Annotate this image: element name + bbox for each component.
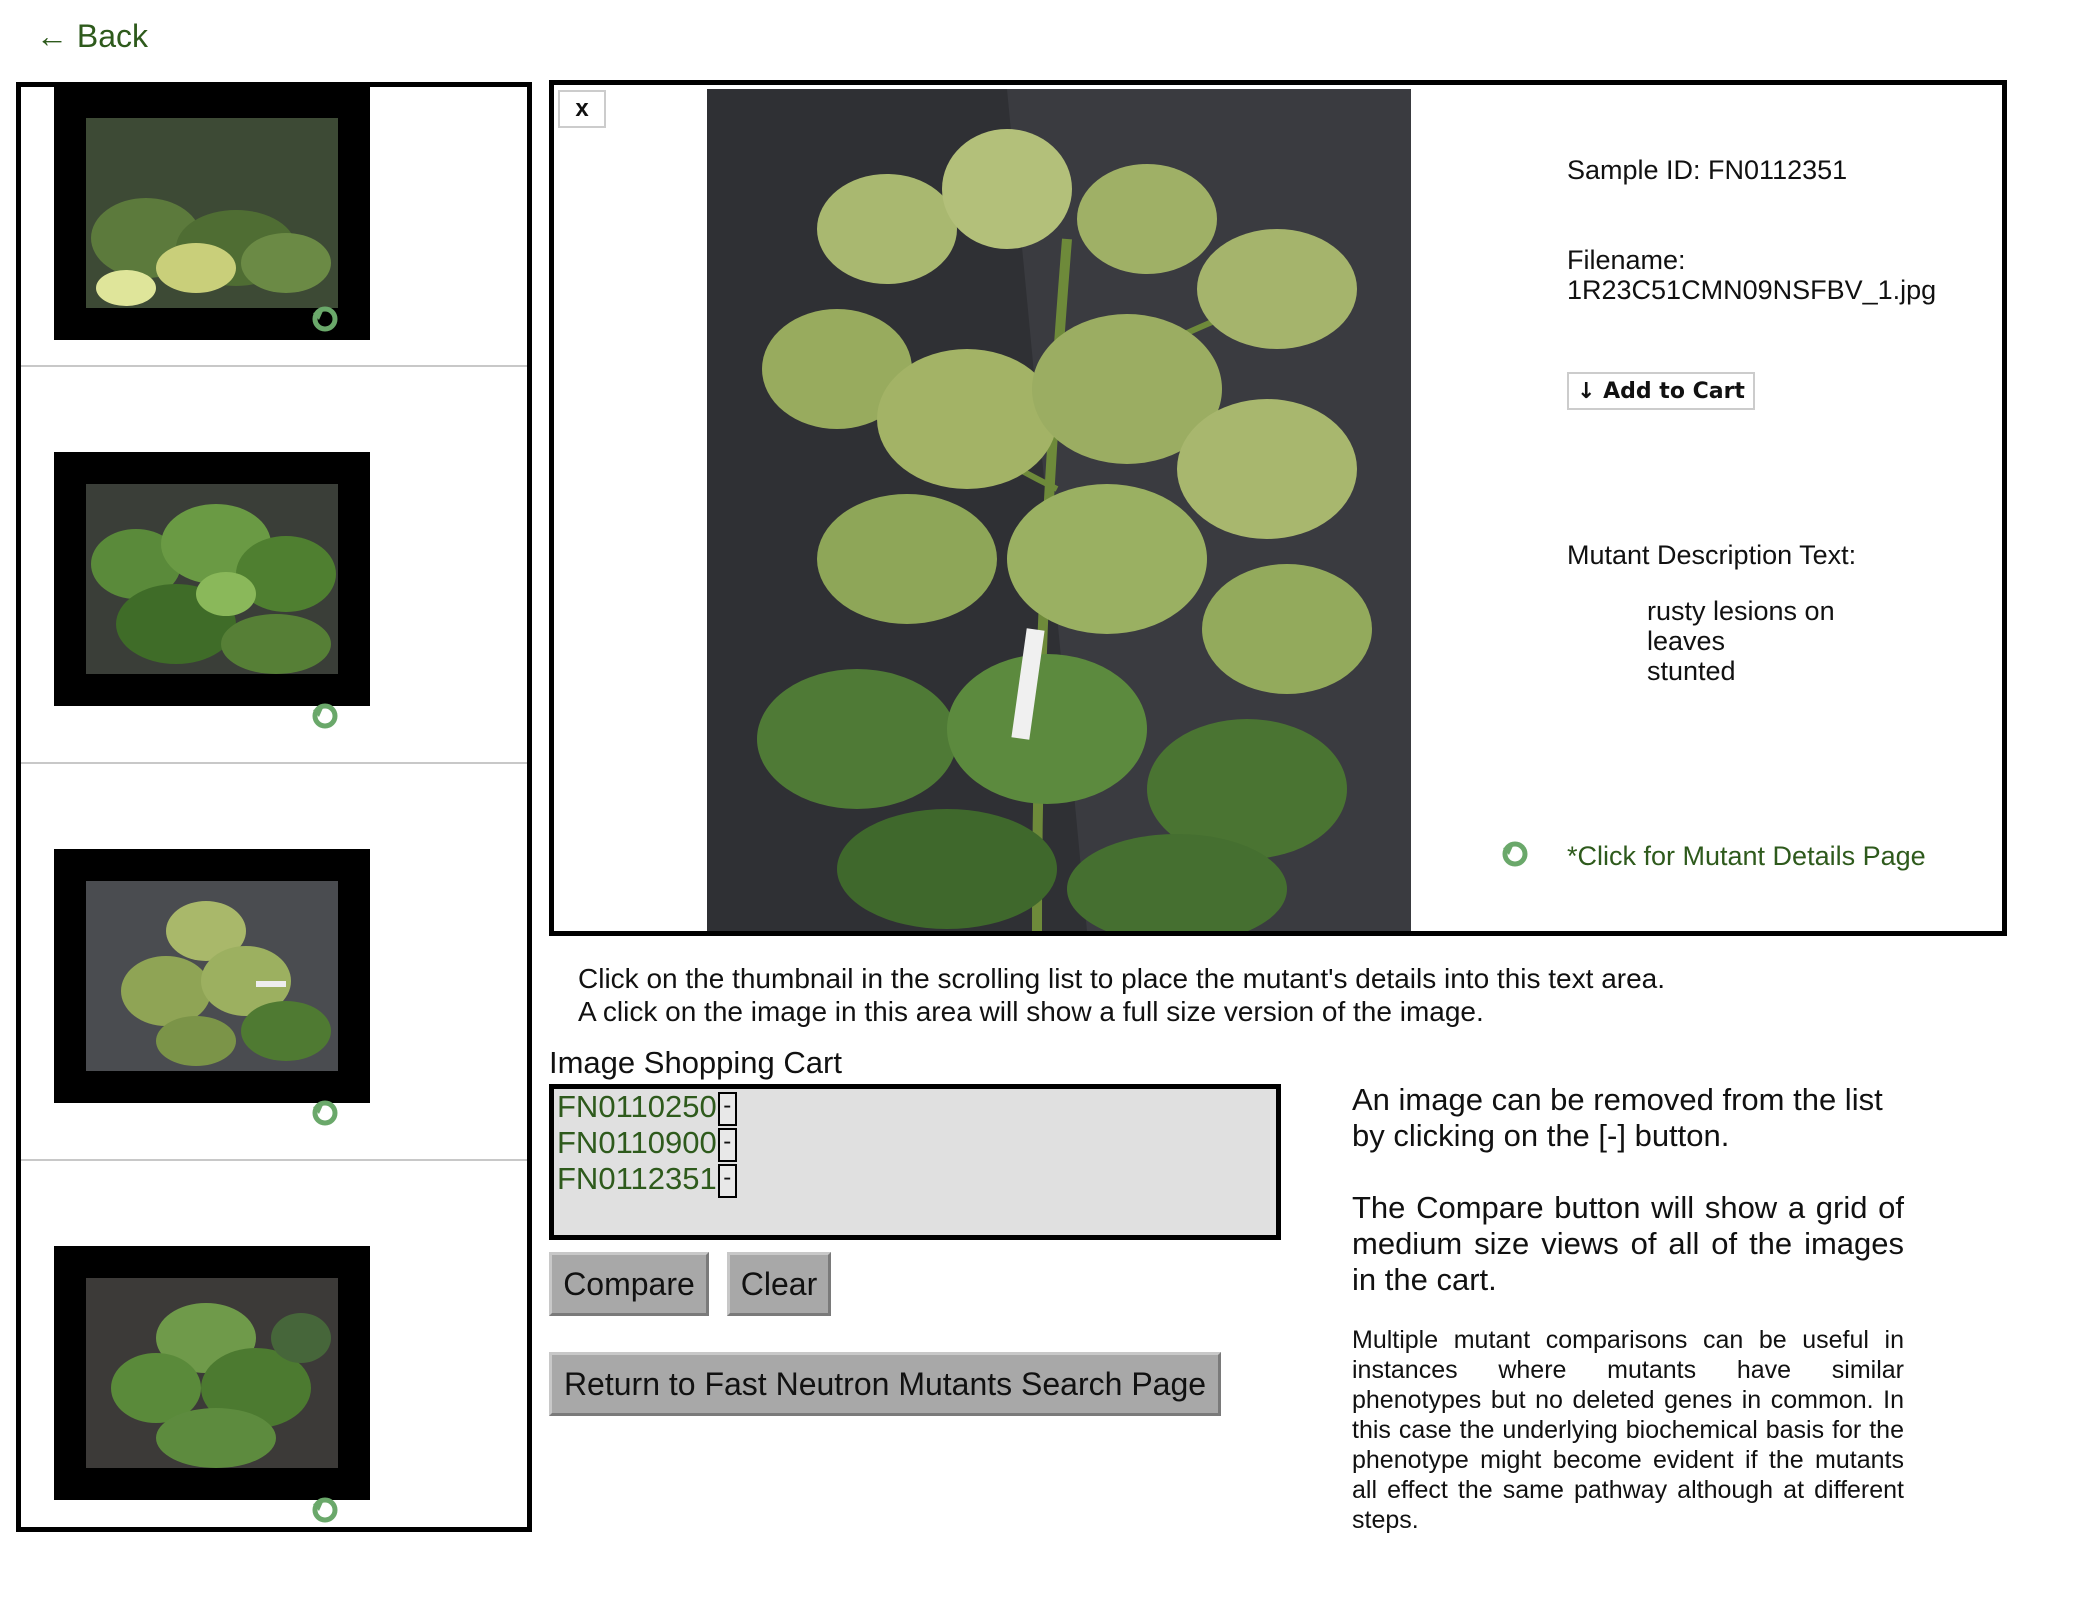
cart-item-id: FN0112351 [557, 1161, 717, 1196]
rotate-icon[interactable] [311, 1099, 339, 1127]
detail-panel [549, 80, 2007, 936]
thumbnail-image[interactable] [54, 86, 370, 340]
return-search-button[interactable]: Return to Fast Neutron Mutants Search Page [549, 1352, 1221, 1416]
rotate-icon[interactable] [1501, 840, 1529, 868]
cart-item-id: FN0110900 [557, 1125, 717, 1160]
description-line: leaves [1647, 626, 1726, 656]
rotate-icon[interactable] [311, 305, 339, 333]
clear-button[interactable]: Clear [727, 1252, 831, 1316]
cart-item [557, 1089, 737, 1125]
cart-title: Image Shopping Cart [549, 1045, 842, 1080]
instructions [578, 962, 1665, 1028]
cart-item [557, 1161, 737, 1197]
thumbnail-cell [21, 82, 527, 367]
description-label: Mutant Description Text: [1567, 540, 1857, 570]
help-remove-text: An image can be removed from the list by clicking on the [-] button. [1352, 1082, 1883, 1153]
remove-button[interactable]: - [718, 1092, 737, 1126]
instruction-line: Click on the thumbnail in the scrolling list to place the mutant's details into this text area. [578, 963, 1666, 994]
filename-value: 1R23C51CMN09NSFBV_1.jpg [1567, 275, 1937, 305]
remove-button[interactable]: - [718, 1128, 737, 1162]
rotate-icon[interactable] [311, 702, 339, 730]
rotate-icon[interactable] [311, 1496, 339, 1524]
description-line: stunted [1647, 656, 1736, 686]
thumbnail-cell [21, 367, 527, 764]
thumbnail-list[interactable] [16, 82, 532, 1532]
instruction-line: A click on the image in this area will show a full size version of the image. [578, 996, 1484, 1027]
remove-button[interactable]: - [718, 1164, 737, 1198]
back-link[interactable]: ← Back [36, 18, 149, 54]
cart-item [557, 1125, 737, 1161]
sample-id: Sample ID: FN0112351 [1567, 155, 1848, 185]
compare-button[interactable]: Compare [549, 1252, 709, 1316]
close-button[interactable]: x [558, 90, 606, 128]
thumbnail-image[interactable] [54, 1246, 370, 1500]
filename-label: Filename: [1567, 245, 1686, 275]
cart-list [549, 1084, 1281, 1240]
main-plant-image[interactable] [707, 89, 1411, 931]
mutant-details-link[interactable]: *Click for Mutant Details Page [1567, 841, 1926, 871]
cart-item-id: FN0110250 [557, 1089, 717, 1124]
help-compare-text: The Compare button will show a grid of medium size views of all of the images in the cart. [1352, 1190, 1904, 1297]
add-to-cart-button[interactable]: ↓ Add to Cart [1567, 372, 1755, 410]
thumbnail-cell [21, 764, 527, 1161]
thumbnail-image[interactable] [54, 849, 370, 1103]
thumbnail-image[interactable] [54, 452, 370, 706]
thumbnail-cell [21, 1161, 527, 1532]
description-line: rusty lesions on [1647, 596, 1835, 626]
help-multi-text: Multiple mutant comparisons can be useful in instances where mutants have similar phenotypes but no deleted genes in common. In this case the underlying biochemical basis for the phenotype might become evident if the mutants all effect the same pathway although at different steps. [1352, 1326, 1904, 1534]
